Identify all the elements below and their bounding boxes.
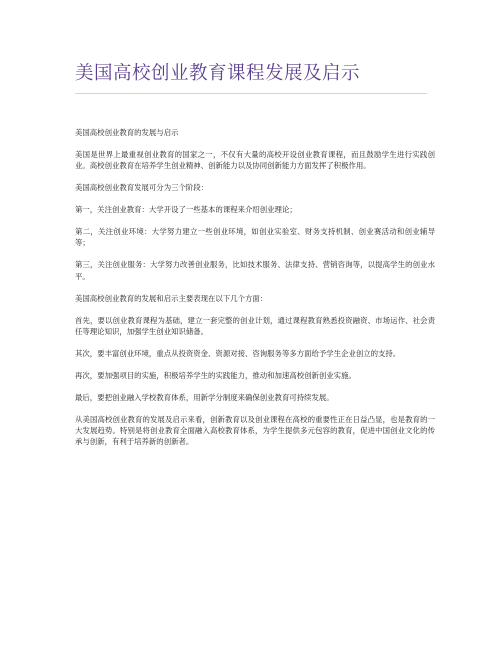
third-aspect-paragraph: 再次，要加强项目的实施，积极培养学生的实践能力，推动和加速高校创新创业实施。 — [75, 370, 356, 380]
conclusion-paragraph: 从美国高校创业教育的发展及启示来看，创新教育以及创业课程在高校的重要性正在日益凸显，也是教育的一大发展趋势。特别是将创业教育全面融入高校教育体系，为学生提供多元包容的教育，促进中国创业文化的传承与创新，有利于培养新的创新者。 — [75, 414, 435, 447]
fourth-aspect-paragraph: 最后，要把创业融入学校教育体系，用新学分制度来确保创业教育可持续发展。 — [75, 392, 334, 402]
aspects-intro-paragraph: 美国高校创业教育的发展和启示主要表现在以下几个方面： — [75, 293, 268, 303]
intro-paragraph: 美国是世界上最重视创业教育的国家之一，不仅有大量的高校开设创业教育课程，而且鼓励学生进行实践创业。高校创业教育在培养学生创业精神、创新能力以及协同创新能力方面发挥了积极作用。 — [75, 150, 435, 171]
first-aspect-paragraph: 首先，要以创业教育课程为基础，建立一套完整的创业计划，通过课程教育熟悉投资融资、市场运作、社会责任等理论知识，加强学生创业知识储备。 — [75, 315, 435, 336]
document-body — [75, 127, 435, 458]
stage-two-paragraph: 第二，关注创业环境：大学努力建立一些创业环境，如创业实验室、财务支持机制、创业赛活动和创业辅导等； — [75, 227, 435, 248]
second-aspect-paragraph: 其次，要丰富创业环境，重点从投资资金、资源对接、咨询服务等多方面给予学生企业创立的支持。 — [75, 348, 401, 358]
section-heading: 美国高校创业教育的发展与启示 — [75, 128, 179, 137]
stages-intro-paragraph: 美国高校创业教育发展可分为三个阶段： — [75, 183, 209, 193]
stage-three-paragraph: 第三，关注创业服务：大学努力改善创业服务，比如技术服务、法律支持、营销咨询等，以提高学生的创业水平。 — [75, 260, 435, 281]
document-title: 美国高校创业教育课程发展及启示 — [75, 63, 361, 84]
title-divider — [75, 93, 427, 94]
stage-one-paragraph: 第一，关注创业教育：大学开设了一些基本的课程来介绍创业理论； — [75, 205, 297, 215]
